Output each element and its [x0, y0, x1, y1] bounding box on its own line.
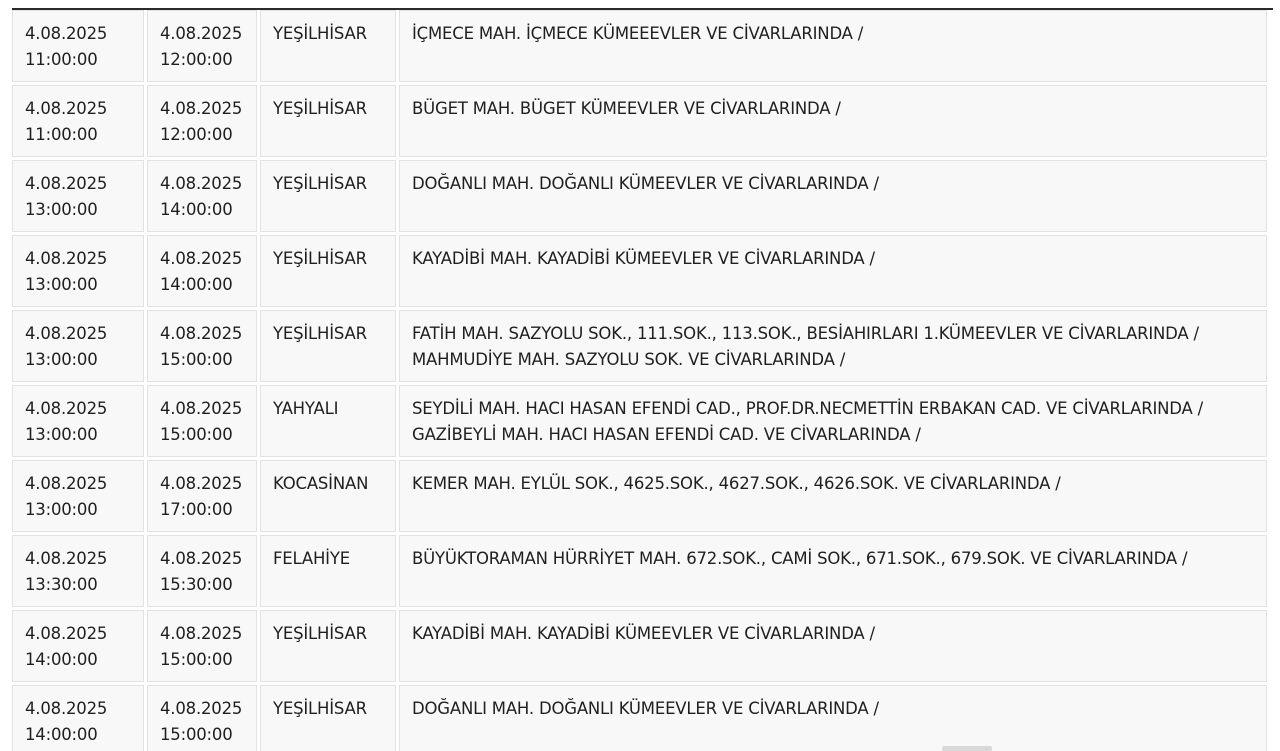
end-date: 4.08.2025	[160, 699, 243, 718]
district-cell: YEŞİLHİSAR	[260, 685, 396, 751]
start-date: 4.08.2025	[25, 699, 108, 718]
address-cell	[399, 610, 1267, 682]
end-date: 4.08.2025	[160, 174, 243, 193]
start-time: 13:00:00	[25, 200, 98, 219]
address-line: MAHMUDİYE MAH. SAZYOLU SOK. VE CİVARLARINDA /	[412, 350, 846, 369]
end-datetime-cell	[147, 535, 257, 607]
address-cell	[399, 310, 1267, 382]
end-date: 4.08.2025	[160, 324, 243, 343]
address-cell	[399, 160, 1267, 232]
district-cell: YAHYALI	[260, 385, 396, 457]
end-date: 4.08.2025	[160, 474, 243, 493]
start-time: 14:00:00	[25, 650, 98, 669]
district-cell: KOCASİNAN	[260, 460, 396, 532]
start-time: 13:00:00	[25, 500, 98, 519]
start-date: 4.08.2025	[25, 399, 108, 418]
district-cell: YEŞİLHİSAR	[260, 10, 396, 82]
start-date: 4.08.2025	[25, 549, 108, 568]
address-line: DOĞANLI MAH. DOĞANLI KÜMEEVLER VE CİVARLARINDA /	[412, 699, 879, 718]
table-row	[12, 610, 1267, 682]
start-datetime-cell	[12, 160, 144, 232]
start-datetime-cell	[12, 10, 144, 82]
address-cell	[399, 235, 1267, 307]
end-time: 15:00:00	[160, 725, 233, 744]
table-row	[12, 535, 1267, 607]
horizontal-scrollbar-thumb[interactable]	[942, 746, 992, 751]
table-row	[12, 235, 1267, 307]
end-time: 12:00:00	[160, 125, 233, 144]
end-time: 15:00:00	[160, 425, 233, 444]
district-cell: YEŞİLHİSAR	[260, 235, 396, 307]
district-cell: YEŞİLHİSAR	[260, 160, 396, 232]
table-row	[12, 10, 1267, 82]
table-row	[12, 310, 1267, 382]
start-datetime-cell	[12, 535, 144, 607]
end-time: 14:00:00	[160, 200, 233, 219]
end-time: 15:00:00	[160, 650, 233, 669]
address-cell	[399, 535, 1267, 607]
page-right-edge	[1274, 0, 1280, 751]
end-datetime-cell	[147, 160, 257, 232]
start-datetime-cell	[12, 685, 144, 751]
end-datetime-cell	[147, 235, 257, 307]
end-time: 15:00:00	[160, 350, 233, 369]
start-date: 4.08.2025	[25, 249, 108, 268]
start-time: 11:00:00	[25, 50, 98, 69]
table-row	[12, 385, 1267, 457]
table-row	[12, 685, 1267, 751]
address-cell	[399, 685, 1267, 751]
end-datetime-cell	[147, 10, 257, 82]
end-date: 4.08.2025	[160, 249, 243, 268]
address-line: İÇMECE MAH. İÇMECE KÜMEEEVLER VE CİVARLARINDA /	[412, 24, 864, 43]
start-time: 13:30:00	[25, 575, 98, 594]
end-date: 4.08.2025	[160, 549, 243, 568]
end-time: 12:00:00	[160, 50, 233, 69]
start-date: 4.08.2025	[25, 324, 108, 343]
start-time: 14:00:00	[25, 725, 98, 744]
address-line: KAYADİBİ MAH. KAYADİBİ KÜMEEVLER VE CİVARLARINDA /	[412, 624, 875, 643]
start-date: 4.08.2025	[25, 624, 108, 643]
address-line: BÜYÜKTORAMAN HÜRRİYET MAH. 672.SOK., CAMİ SOK., 671.SOK., 679.SOK. VE CİVARLARINDA /	[412, 549, 1188, 568]
start-datetime-cell	[12, 610, 144, 682]
start-datetime-cell	[12, 310, 144, 382]
start-date: 4.08.2025	[25, 99, 108, 118]
address-line: GAZİBEYLİ MAH. HACI HASAN EFENDİ CAD. VE CİVARLARINDA /	[412, 425, 921, 444]
end-datetime-cell	[147, 610, 257, 682]
start-datetime-cell	[12, 460, 144, 532]
end-datetime-cell	[147, 310, 257, 382]
address-cell	[399, 10, 1267, 82]
start-time: 13:00:00	[25, 275, 98, 294]
end-date: 4.08.2025	[160, 624, 243, 643]
start-time: 13:00:00	[25, 350, 98, 369]
address-line: DOĞANLI MAH. DOĞANLI KÜMEEVLER VE CİVARLARINDA /	[412, 174, 879, 193]
end-time: 17:00:00	[160, 500, 233, 519]
address-cell	[399, 460, 1267, 532]
district-cell: YEŞİLHİSAR	[260, 85, 396, 157]
table-row	[12, 85, 1267, 157]
end-datetime-cell	[147, 385, 257, 457]
end-time: 14:00:00	[160, 275, 233, 294]
address-cell	[399, 85, 1267, 157]
address-cell	[399, 385, 1267, 457]
start-date: 4.08.2025	[25, 474, 108, 493]
outage-table	[9, 7, 1270, 751]
start-date: 4.08.2025	[25, 24, 108, 43]
end-date: 4.08.2025	[160, 24, 243, 43]
end-datetime-cell	[147, 685, 257, 751]
start-time: 13:00:00	[25, 425, 98, 444]
end-time: 15:30:00	[160, 575, 233, 594]
district-cell: YEŞİLHİSAR	[260, 610, 396, 682]
end-datetime-cell	[147, 85, 257, 157]
start-datetime-cell	[12, 85, 144, 157]
start-date: 4.08.2025	[25, 174, 108, 193]
table-row	[12, 160, 1267, 232]
end-date: 4.08.2025	[160, 99, 243, 118]
table-row	[12, 460, 1267, 532]
address-line: KEMER MAH. EYLÜL SOK., 4625.SOK., 4627.SOK., 4626.SOK. VE CİVARLARINDA /	[412, 474, 1061, 493]
address-line: KAYADİBİ MAH. KAYADİBİ KÜMEEVLER VE CİVARLARINDA /	[412, 249, 875, 268]
district-cell: YEŞİLHİSAR	[260, 310, 396, 382]
start-datetime-cell	[12, 385, 144, 457]
end-datetime-cell	[147, 460, 257, 532]
start-datetime-cell	[12, 235, 144, 307]
district-cell: FELAHİYE	[260, 535, 396, 607]
address-line: FATİH MAH. SAZYOLU SOK., 111.SOK., 113.SOK., BESİAHIRLARI 1.KÜMEEVLER VE CİVARLARINDA /	[412, 324, 1199, 343]
address-line: BÜGET MAH. BÜGET KÜMEEVLER VE CİVARLARINDA /	[412, 99, 841, 118]
address-line: SEYDİLİ MAH. HACI HASAN EFENDİ CAD., PROF.DR.NECMETTİN ERBAKAN CAD. VE CİVARLARINDA /	[412, 399, 1203, 418]
outage-table-body	[12, 10, 1267, 751]
start-time: 11:00:00	[25, 125, 98, 144]
end-date: 4.08.2025	[160, 399, 243, 418]
